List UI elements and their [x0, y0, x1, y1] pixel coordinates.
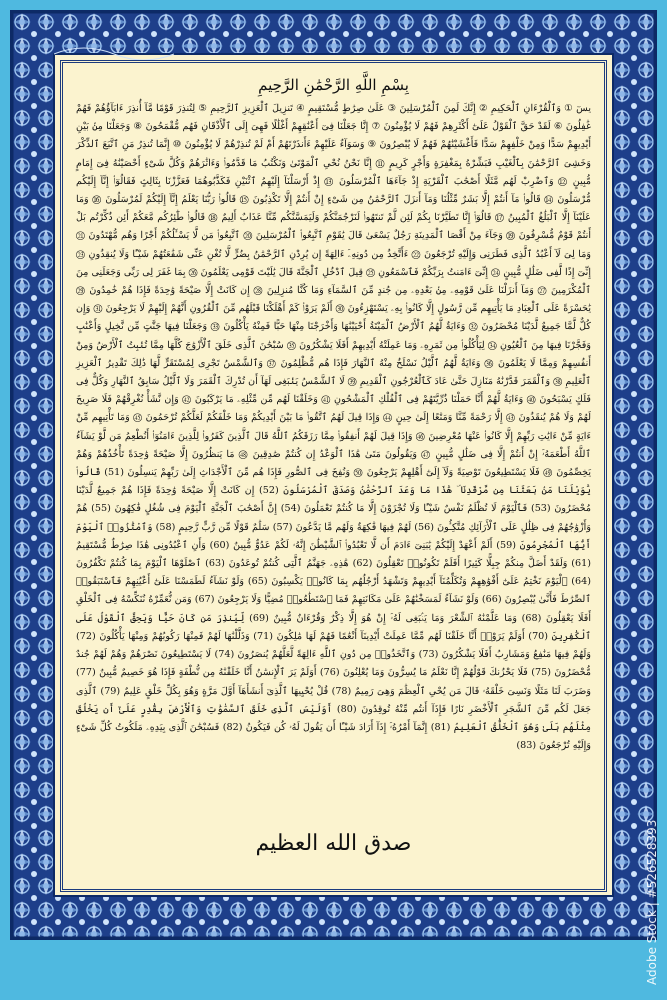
stock-watermark: Adobe Stock | #526528393 [645, 819, 659, 985]
basmala: بِسْمِ اللَّهِ الرَّحْمَٰنِ الرَّحِيمِ [258, 76, 409, 94]
text-page [66, 66, 601, 886]
surah-yasin-text: يسٓ ① وَٱلْقُرْءَانِ ٱلْحَكِيمِ ② إِنَّكَ لَمِنَ ٱلْمُرْسَلِينَ ③ عَلَىٰ صِرَٰطٍ مُّسْتَقِيمٍ ④ تَنزِيلَ ٱلْعَزِيزِ ٱلرَّحِيمِ ⑤ لِتُنذِرَ قَوْمًا مَّآ أُنذِرَ ءَابَآؤُهُمْ فَهُمْ غَٰفِلُونَ ⑥ لَقَدْ حَقَّ ٱلْقَوْلُ عَلَىٰٓ أَكْثَرِهِمْ فَهُمْ لَا يُؤْمِنُونَ ⑦ إِنَّا جَعَلْنَا فِىٓ أَعْنَٰقِهِمْ أَغْلَٰلًا فَهِىَ إِلَى ٱلْأَذْقَانِ فَهُم مُّقْمَحُونَ ⑧ وَجَعَلْنَا مِنۢ بَيْنِ أَيْدِيهِمْ سَدًّا وَمِنْ خَلْفِهِمْ سَدًّا فَأَغْشَيْنَٰهُمْ فَهُمْ لَا يُبْصِرُونَ ⑨ وَسَوَآءٌ عَلَيْهِمْ ءَأَنذَرْتَهُمْ أَمْ لَمْ تُنذِرْهُمْ لَا يُؤْمِنُونَ ⑩ إِنَّمَا تُنذِرُ مَنِ ٱتَّبَعَ ٱلذِّكْرَ وَخَشِىَ ٱلرَّحْمَٰنَ بِٱلْغَيْبِ فَبَشِّرْهُ بِمَغْفِرَةٍ وَأَجْرٍ كَرِيمٍ ⑪ إِنَّا نَحْنُ نُحْىِ ٱلْمَوْتَىٰ وَنَكْتُبُ مَا قَدَّمُوا۟ وَءَاثَٰرَهُمْ وَكُلَّ شَىْءٍ أَحْصَيْنَٰهُ فِىٓ إِمَامٍ مُّبِينٍ ⑫ وَٱضْرِبْ لَهُم مَّثَلًا أَصْحَٰبَ ٱلْقَرْيَةِ إِذْ جَآءَهَا ٱلْمُرْسَلُونَ ⑬ إِذْ أَرْسَلْنَآ إِلَيْهِمُ ٱثْنَيْنِ فَكَذَّبُوهُمَا فَعَزَّزْنَا بِثَالِثٍ فَقَالُوٓا۟ إِنَّآ إِلَيْكُم مُّرْسَلُونَ ⑭ قَالُوا۟ مَآ أَنتُمْ إِلَّا بَشَرٌ مِّثْلُنَا وَمَآ أَنزَلَ ٱلرَّحْمَٰنُ مِن شَىْءٍ إِنْ أَنتُمْ إِلَّا تَكْذِبُونَ ⑮ قَالُوا۟ رَبُّنَا يَعْلَمُ إِنَّآ إِلَيْكُمْ لَمُرْسَلُونَ ⑯ وَمَا عَلَيْنَآ إِلَّا ٱلْبَلَٰغُ ٱلْمُبِينُ ⑰ قَالُوٓا۟ إِنَّا تَطَيَّرْنَا بِكُمْ لَئِن لَّمْ تَنتَهُوا۟ لَنَرْجُمَنَّكُمْ وَلَيَمَسَّنَّكُم مِّنَّا عَذَابٌ أَلِيمٌ ⑱ قَالُوا۟ طَٰٓئِرُكُم مَّعَكُمْ أَئِن ذُكِّرْتُم بَلْ أَنتُمْ قَوْمٌ مُّسْرِفُونَ ⑲ وَجَآءَ مِنْ أَقْصَا ٱلْمَدِينَةِ رَجُلٌ يَسْعَىٰ قَالَ يَٰقَوْمِ ٱتَّبِعُوا۟ ٱلْمُرْسَلِينَ ⑳ ٱتَّبِعُوا۟ مَن لَّا يَسْـَٔلُكُمْ أَجْرًا وَهُم مُّهْتَدُونَ ㉑ وَمَا لِىَ لَآ أَعْبُدُ ٱلَّذِى فَطَرَنِى وَإِلَيْهِ تُرْجَعُونَ ㉒ ءَأَتَّخِذُ مِن دُونِهِۦٓ ءَالِهَةً إِن يُرِدْنِ ٱلرَّحْمَٰنُ بِضُرٍّ لَّا تُغْنِ عَنِّى شَفَٰعَتُهُمْ شَيْـًٔا وَلَا يُنقِذُونِ ㉓ إِنِّىٓ إِذًا لَّفِى ضَلَٰلٍ مُّبِينٍ ㉔ إِنِّىٓ ءَامَنتُ بِرَبِّكُمْ فَٱسْمَعُونِ ㉕ قِيلَ ٱدْخُلِ ٱلْجَنَّةَ قَالَ يَٰلَيْتَ قَوْمِى يَعْلَمُونَ ㉖ بِمَا غَفَرَ لِى رَبِّى وَجَعَلَنِى مِنَ ٱلْمُكْرَمِينَ ㉗ وَمَآ أَنزَلْنَا عَلَىٰ قَوْمِهِۦ مِنۢ بَعْدِهِۦ مِن جُندٍ مِّنَ ٱلسَّمَآءِ وَمَا كُنَّا مُنزِلِينَ ㉘ إِن كَانَتْ إِلَّا صَيْحَةً وَٰحِدَةً فَإِذَا هُمْ خَٰمِدُونَ ㉙ يَٰحَسْرَةً عَلَى ٱلْعِبَادِ مَا يَأْتِيهِم مِّن رَّسُولٍ إِلَّا كَانُوا۟ بِهِۦ يَسْتَهْزِءُونَ ㉚ أَلَمْ يَرَوْا۟ كَمْ أَهْلَكْنَا قَبْلَهُم مِّنَ ٱلْقُرُونِ أَنَّهُمْ إِلَيْهِمْ لَا يَرْجِعُونَ ㉛ وَإِن كُلٌّ لَّمَّا جَمِيعٌ لَّدَيْنَا مُحْضَرُونَ ㉜ وَءَايَةٌ لَّهُمُ ٱلْأَرْضُ ٱلْمَيْتَةُ أَحْيَيْنَٰهَا وَأَخْرَجْنَا مِنْهَا حَبًّا فَمِنْهُ يَأْكُلُونَ ㉝ وَجَعَلْنَا فِيهَا جَنَّٰتٍ مِّن نَّخِيلٍ وَأَعْنَٰبٍ وَفَجَّرْنَا فِيهَا مِنَ ٱلْعُيُونِ ㉞ لِيَأْكُلُوا۟ مِن ثَمَرِهِۦ وَمَا عَمِلَتْهُ أَيْدِيهِمْ أَفَلَا يَشْكُرُونَ ㉟ سُبْحَٰنَ ٱلَّذِى خَلَقَ ٱلْأَزْوَٰجَ كُلَّهَا مِمَّا تُنۢبِتُ ٱلْأَرْضُ وَمِنْ أَنفُسِهِمْ وَمِمَّا لَا يَعْلَمُونَ ㊱ وَءَايَةٌ لَّهُمُ ٱلَّيْلُ نَسْلَخُ مِنْهُ ٱلنَّهَارَ فَإِذَا هُم مُّظْلِمُونَ ㊲ وَٱلشَّمْسُ تَجْرِى لِمُسْتَقَرٍّ لَّهَا ذَٰلِكَ تَقْدِيرُ ٱلْعَزِيزِ ٱلْعَلِيمِ ㊳ وَٱلْقَمَرَ قَدَّرْنَٰهُ مَنَازِلَ حَتَّىٰ عَادَ كَٱلْعُرْجُونِ ٱلْقَدِيمِ ㊴ لَا ٱلشَّمْسُ يَنۢبَغِى لَهَآ أَن تُدْرِكَ ٱلْقَمَرَ وَلَا ٱلَّيْلُ سَابِقُ ٱلنَّهَارِ وَكُلٌّ فِى فَلَكٍ يَسْبَحُونَ ㊵ وَءَايَةٌ لَّهُمْ أَنَّا حَمَلْنَا ذُرِّيَّتَهُمْ فِى ٱلْفُلْكِ ٱلْمَشْحُونِ ㊶ وَخَلَقْنَا لَهُم مِّن مِّثْلِهِۦ مَا يَرْكَبُونَ ㊷ وَإِن نَّشَأْ نُغْرِقْهُمْ فَلَا صَرِيخَ لَهُمْ وَلَا هُمْ يُنقَذُونَ ㊸ إِلَّا رَحْمَةً مِّنَّا وَمَتَٰعًا إِلَىٰ حِينٍ ㊹ وَإِذَا قِيلَ لَهُمُ ٱتَّقُوا۟ مَا بَيْنَ أَيْدِيكُمْ وَمَا خَلْفَكُمْ لَعَلَّكُمْ تُرْحَمُونَ ㊺ وَمَا تَأْتِيهِم مِّنْ ءَايَةٍ مِّنْ ءَايَٰتِ رَبِّهِمْ إِلَّا كَانُوا۟ عَنْهَا مُعْرِضِينَ ㊻ وَإِذَا قِيلَ لَهُمْ أَنفِقُوا۟ مِمَّا رَزَقَكُمُ ٱللَّهُ قَالَ ٱلَّذِينَ كَفَرُوا۟ لِلَّذِينَ ءَامَنُوٓا۟ أَنُطْعِمُ مَن لَّوْ يَشَآءُ ٱللَّهُ أَطْعَمَهُۥٓ إِنْ أَنتُمْ إِلَّا فِى ضَلَٰلٍ مُّبِينٍ ㊼ وَيَقُولُونَ مَتَىٰ هَٰذَا ٱلْوَعْدُ إِن كُنتُمْ صَٰدِقِينَ ㊽ مَا يَنظُرُونَ إِلَّا صَيْحَةً وَٰحِدَةً تَأْخُذُهُمْ وَهُمْ يَخِصِّمُونَ ㊾ فَلَا يَسْتَطِيعُونَ تَوْصِيَةً وَلَآ إِلَىٰٓ أَهْلِهِمْ يَرْجِعُونَ ㊿ وَنُفِخَ فِى ٱلصُّورِ فَإِذَا هُم مِّنَ ٱلْأَجْدَاثِ إِلَىٰ رَبِّهِمْ يَنسِلُونَ (51) قَالُوا۟ يَٰوَيْلَنَا مَنۢ بَعَثَنَا مِن مَّرْقَدِنَا ۜ هَٰذَا مَا وَعَدَ ٱلرَّحْمَٰنُ وَصَدَقَ ٱلْمُرْسَلُونَ (52) إِن كَانَتْ إِلَّا صَيْحَةً وَٰحِدَةً فَإِذَا هُمْ جَمِيعٌ لَّدَيْنَا مُحْضَرُونَ (53) فَٱلْيَوْمَ لَا تُظْلَمُ نَفْسٌ شَيْـًٔا وَلَا تُجْزَوْنَ إِلَّا مَا كُنتُمْ تَعْمَلُونَ (54) إِنَّ أَصْحَٰبَ ٱلْجَنَّةِ ٱلْيَوْمَ فِى شُغُلٍ فَٰكِهُونَ (55) هُمْ وَأَزْوَٰجُهُمْ فِى ظِلَٰلٍ عَلَى ٱلْأَرَآئِكِ مُتَّكِـُٔونَ (56) لَهُمْ فِيهَا فَٰكِهَةٌ وَلَهُم مَّا يَدَّعُونَ (57) سَلَٰمٌ قَوْلًا مِّن رَّبٍّ رَّحِيمٍ (58) وَٱمْتَٰزُوا۟ ٱلْيَوْمَ أَيُّهَا ٱلْمُجْرِمُونَ (59) أَلَمْ أَعْهَدْ إِلَيْكُمْ يَٰبَنِىٓ ءَادَمَ أَن لَّا تَعْبُدُوا۟ ٱلشَّيْطَٰنَ إِنَّهُۥ لَكُمْ عَدُوٌّ مُّبِينٌ (60) وَأَنِ ٱعْبُدُونِى هَٰذَا صِرَٰطٌ مُّسْتَقِيمٌ (61) وَلَقَدْ أَضَلَّ مِنكُمْ جِبِلًّا كَثِيرًا أَفَلَمْ تَكُونُوا۟ تَعْقِلُونَ (62) هَٰذِهِۦ جَهَنَّمُ ٱلَّتِى كُنتُمْ تُوعَدُونَ (63) ٱصْلَوْهَا ٱلْيَوْمَ بِمَا كُنتُمْ تَكْفُرُونَ (64) ٱلْيَوْمَ نَخْتِمُ عَلَىٰٓ أَفْوَٰهِهِمْ وَتُكَلِّمُنَآ أَيْدِيهِمْ وَتَشْهَدُ أَرْجُلُهُم بِمَا كَانُوا۟ يَكْسِبُونَ (65) وَلَوْ نَشَآءُ لَطَمَسْنَا عَلَىٰٓ أَعْيُنِهِمْ فَٱسْتَبَقُوا۟ ٱلصِّرَٰطَ فَأَنَّىٰ يُبْصِرُونَ (66) وَلَوْ نَشَآءُ لَمَسَخْنَٰهُمْ عَلَىٰ مَكَانَتِهِمْ فَمَا ٱسْتَطَٰعُوا۟ مُضِيًّا وَلَا يَرْجِعُونَ (67) وَمَن نُّعَمِّرْهُ نُنَكِّسْهُ فِى ٱلْخَلْقِ أَفَلَا يَعْقِلُونَ (68) وَمَا عَلَّمْنَٰهُ ٱلشِّعْرَ وَمَا يَنۢبَغِى لَهُۥٓ إِنْ هُوَ إِلَّا ذِكْرٌ وَقُرْءَانٌ مُّبِينٌ (69) لِّيُنذِرَ مَن كَانَ حَيًّا وَيَحِقَّ ٱلْقَوْلُ عَلَى ٱلْكَٰفِرِينَ (70) أَوَلَمْ يَرَوْا۟ أَنَّا خَلَقْنَا لَهُم مِّمَّا عَمِلَتْ أَيْدِينَآ أَنْعَٰمًا فَهُمْ لَهَا مَٰلِكُونَ (71) وَذَلَّلْنَٰهَا لَهُمْ فَمِنْهَا رَكُوبُهُمْ وَمِنْهَا يَأْكُلُونَ (72) وَلَهُمْ فِيهَا مَنَٰفِعُ وَمَشَارِبُ أَفَلَا يَشْكُرُونَ (73) وَٱتَّخَذُوا۟ مِن دُونِ ٱللَّهِ ءَالِهَةً لَّعَلَّهُمْ يُنصَرُونَ (74) لَا يَسْتَطِيعُونَ نَصْرَهُمْ وَهُمْ لَهُمْ جُندٌ مُّحْضَرُونَ (75) فَلَا يَحْزُنكَ قَوْلُهُمْ إِنَّا نَعْلَمُ مَا يُسِرُّونَ وَمَا يُعْلِنُونَ (76) أَوَلَمْ يَرَ ٱلْإِنسَٰنُ أَنَّا خَلَقْنَٰهُ مِن نُّطْفَةٍ فَإِذَا هُوَ خَصِيمٌ مُّبِينٌ (77) وَضَرَبَ لَنَا مَثَلًا وَنَسِىَ خَلْقَهُۥ قَالَ مَن يُحْىِ ٱلْعِظَٰمَ وَهِىَ رَمِيمٌ (78) قُلْ يُحْيِيهَا ٱلَّذِىٓ أَنشَأَهَآ أَوَّلَ مَرَّةٍ وَهُوَ بِكُلِّ خَلْقٍ عَلِيمٌ (79) ٱلَّذِى جَعَلَ لَكُم مِّنَ ٱلشَّجَرِ ٱلْأَخْضَرِ نَارًا فَإِذَآ أَنتُم مِّنْهُ تُوقِدُونَ (80) أَوَلَيْسَ ٱلَّذِى خَلَقَ ٱلسَّمَٰوَٰتِ وَٱلْأَرْضَ بِقَٰدِرٍ عَلَىٰٓ أَن يَخْلُقَ مِثْلَهُم بَلَىٰ وَهُوَ ٱلْخَلَّٰقُ ٱلْعَلِيمُ (81) إِنَّمَآ أَمْرُهُۥٓ إِذَآ أَرَادَ شَيْـًٔا أَن يَقُولَ لَهُۥ كُن فَيَكُونُ (82) فَسُبْحَٰنَ ٱلَّذِى بِيَدِهِۦ مَلَكُوتُ كُلِّ شَىْءٍ وَإِلَيْهِ تُرْجَعُونَ (83) [76, 103, 592, 752]
closing-phrase: صدق الله العظيم [255, 831, 412, 856]
